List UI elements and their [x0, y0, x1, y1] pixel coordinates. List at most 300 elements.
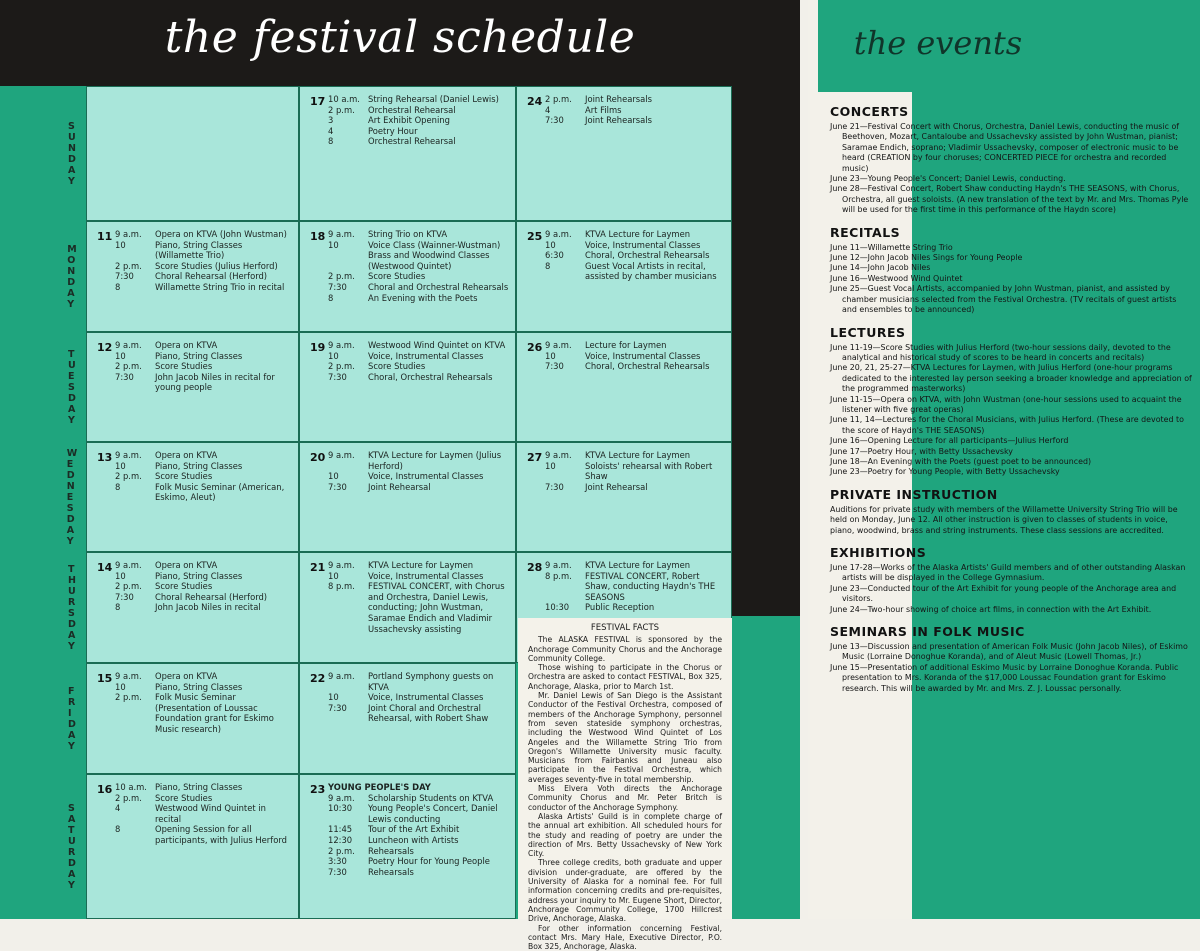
event-row: [115, 782, 292, 793]
event-item: June 14—John Jacob Niles: [830, 263, 1192, 273]
event-row: [115, 461, 292, 472]
event-row: [328, 293, 509, 304]
event-description: Choral and Orchestral Rehearsals: [368, 282, 509, 293]
event-rows: [545, 340, 725, 372]
event-rows: [115, 782, 292, 846]
event-description: Voice, Instrumental Classes: [585, 240, 725, 251]
event-description: Opera on KTVA: [155, 560, 292, 571]
event-time: 7:30: [545, 115, 585, 126]
event-description: Art Exhibit Opening: [368, 115, 509, 126]
event-row: [545, 361, 725, 372]
weekday-text: S A T U R D A Y: [68, 803, 76, 891]
event-row: [545, 482, 725, 493]
event-description: Portland Symphony guests on KTVA: [368, 671, 509, 692]
event-row: [328, 692, 509, 703]
event-time: 2 p.m.: [328, 361, 368, 372]
events-title: the events: [818, 24, 1058, 62]
event-time: 2 p.m.: [328, 846, 368, 857]
event-description: Luncheon with Artists: [368, 835, 509, 846]
event-description: Joint Rehearsal: [585, 482, 725, 493]
event-description: Joint Choral and Orchestral Rehearsal, with Robert Shaw: [368, 703, 509, 724]
event-description: Choral Rehearsal (Herford): [155, 271, 292, 282]
event-section-heading: RECITALS: [830, 225, 1192, 240]
weekday-text: F R I D A Y: [68, 686, 76, 752]
event-row: [115, 581, 292, 592]
event-time: 9 a.m.: [328, 560, 368, 571]
event-description: Folk Music Seminar (American, Eskimo, Aleut): [155, 482, 292, 503]
event-row: [328, 482, 509, 493]
event-description: KTVA Lecture for Laymen: [585, 560, 725, 571]
weekday-text: T H U R S D A Y: [68, 564, 76, 652]
schedule-cell: [516, 221, 732, 332]
event-description: Voice, Instrumental Classes: [368, 571, 509, 582]
event-row: [115, 282, 292, 293]
event-description: Choral Rehearsal (Herford): [155, 592, 292, 603]
events-list: [830, 104, 1192, 694]
event-description: Soloists' rehearsal with Robert Shaw: [585, 461, 725, 482]
event-section-heading: SEMINARS IN FOLK MUSIC: [830, 624, 1192, 639]
schedule-cell: [516, 86, 732, 221]
schedule-cell: [86, 774, 299, 919]
event-item: June 20, 21, 25-27—KTVA Lectures for Laymen, with Julius Herford (one-hour programs dedicated to the interested lay person seeking a broader knowledge and appreciation of the programmed masterworks): [830, 363, 1192, 394]
schedule-cell: [86, 221, 299, 332]
weekday-label: [58, 552, 86, 663]
event-time: 4: [328, 126, 368, 137]
schedule-cell: [299, 332, 516, 442]
event-item: June 23—Conducted tour of the Art Exhibit for young people of the Anchorage area and visitors.: [830, 584, 1192, 605]
facts-paragraph: The ALASKA FESTIVAL is sponsored by the Anchorage Community Chorus and the Anchorage Community College.: [528, 635, 722, 663]
event-description: Score Studies: [368, 361, 509, 372]
day-number: 24: [527, 95, 542, 108]
event-time: 12:30: [328, 835, 368, 846]
weekday-label: [58, 221, 86, 332]
event-section-heading: PRIVATE INSTRUCTION: [830, 487, 1192, 502]
event-description: KTVA Lecture for Laymen: [368, 560, 509, 571]
event-rows: [545, 229, 725, 282]
event-time: 10: [545, 461, 585, 482]
event-time: 9 a.m.: [328, 793, 368, 804]
event-description: KTVA Lecture for Laymen: [585, 450, 725, 461]
day-number: 14: [97, 561, 112, 574]
event-row: [545, 261, 725, 282]
event-description: Piano, String Classes: [155, 782, 292, 793]
event-time: 7:30: [545, 361, 585, 372]
event-row: [115, 340, 292, 351]
event-description: Score Studies: [368, 271, 509, 282]
event-row: [115, 592, 292, 603]
event-description: An Evening with the Poets: [368, 293, 509, 304]
event-row: [115, 682, 292, 693]
day-number: 26: [527, 341, 542, 354]
event-time: 8: [328, 293, 368, 304]
event-time: 10: [328, 240, 368, 272]
event-row: [328, 271, 509, 282]
event-row: [328, 824, 509, 835]
event-row: [545, 94, 725, 105]
event-description: FESTIVAL CONCERT, with Chorus and Orchestra, Daniel Lewis, conducting; John Wustman, Saramae Endich and Vladimir Ussachevsky assisting: [368, 581, 509, 634]
event-rows: [328, 450, 509, 492]
event-row: [545, 351, 725, 362]
event-time: 2 p.m.: [115, 692, 155, 734]
event-description: Scholarship Students on KTVA: [368, 793, 509, 804]
event-row: [328, 671, 509, 692]
event-row: [115, 824, 292, 845]
event-row: [115, 692, 292, 734]
event-rows: [115, 450, 292, 503]
event-rows: [545, 450, 725, 492]
event-row: [328, 571, 509, 582]
event-time: 7:30: [328, 282, 368, 293]
weekday-text: S U N D A Y: [68, 121, 76, 187]
event-time: 2 p.m.: [115, 581, 155, 592]
event-time: 8: [545, 261, 585, 282]
event-time: 8 p.m.: [328, 581, 368, 634]
event-time: 2 p.m.: [115, 793, 155, 804]
event-description: Voice, Instrumental Classes: [368, 471, 509, 482]
schedule-cell: [299, 86, 516, 221]
event-row: [115, 271, 292, 282]
event-time: 10: [115, 682, 155, 693]
event-row: [328, 372, 509, 383]
event-time: 9 a.m.: [328, 450, 368, 471]
event-description: Poetry Hour: [368, 126, 509, 137]
event-time: 7:30: [115, 592, 155, 603]
event-row: [328, 867, 509, 878]
event-item: June 21—Festival Concert with Chorus, Orchestra, Daniel Lewis, conducting the music of Beethoven, Mozart, Cantaloube and Ussachevsky assisted by John Wustman, pianist; Saramae Endich, soprano; Vladimir Ussachevsky, composer of electronic music to be heard (CREATION by four choruses; CONCERTED PIECE for orchestra and recorded music): [830, 122, 1192, 174]
event-time: 10: [115, 351, 155, 362]
event-rows: [328, 94, 509, 147]
event-description: John Jacob Niles in recital: [155, 602, 292, 613]
event-description: Guest Vocal Artists in recital, assisted by chamber musicians: [585, 261, 725, 282]
dark-strip: [732, 86, 800, 616]
event-time: 7:30: [328, 482, 368, 493]
event-description: Orchestral Rehearsal: [368, 136, 509, 147]
event-description: Score Studies: [155, 471, 292, 482]
event-item: June 28—Festival Concert, Robert Shaw conducting Haydn's THE SEASONS, with Chorus, Orchestra, all guest soloists. (A new translation of the text by Mr. and Mrs. Thomas Pyle will be used for the first time in this performance of the Haydn score): [830, 184, 1192, 215]
event-row: [115, 361, 292, 372]
event-description: Voice, Instrumental Classes: [368, 351, 509, 362]
schedule-cell: [86, 552, 299, 663]
event-time: 2 p.m.: [328, 105, 368, 116]
event-row: [545, 461, 725, 482]
weekday-column: [58, 86, 86, 919]
event-row: [328, 361, 509, 372]
event-item: June 11-19—Score Studies with Julius Herford (two-hour sessions daily, devoted to the analytical and historical study of scores to be heard in concerts and recitals): [830, 343, 1192, 364]
event-description: Choral, Orchestral Rehearsals: [368, 372, 509, 383]
event-rows: [328, 560, 509, 634]
weekday-label: [58, 442, 86, 552]
weekday-label: [58, 332, 86, 442]
event-time: 9 a.m.: [328, 229, 368, 240]
event-section-text: Auditions for private study with members of the Willamette University String Trio will be held on Monday, June 12. All other instruction is given to classes of students in voice, piano, woodwind, brass and string instruments. These class sessions are accredited.: [830, 505, 1192, 536]
event-description: Piano, String Classes: [155, 682, 292, 693]
event-row: [545, 250, 725, 261]
event-row: [115, 571, 292, 582]
event-section-heading: EXHIBITIONS: [830, 545, 1192, 560]
event-time: 10: [115, 240, 155, 261]
event-time: 7:30: [328, 867, 368, 878]
event-row: [115, 240, 292, 261]
event-time: 7:30: [545, 482, 585, 493]
event-row: [545, 240, 725, 251]
event-time: 8: [115, 602, 155, 613]
event-rows: [328, 671, 509, 724]
event-section-heading: CONCERTS: [830, 104, 1192, 119]
event-item: June 23—Poetry for Young People, with Betty Ussachevsky: [830, 467, 1192, 477]
event-row: [545, 450, 725, 461]
event-description: Rehearsals: [368, 867, 509, 878]
event-rows: [328, 340, 509, 382]
event-description: Voice, Instrumental Classes: [368, 692, 509, 703]
event-time: 9 a.m.: [545, 450, 585, 461]
event-row: [545, 115, 725, 126]
day-number: 16: [97, 783, 112, 796]
event-description: Opening Session for all participants, with Julius Herford: [155, 824, 292, 845]
month-header-cell: [86, 86, 299, 221]
event-time: 10: [328, 571, 368, 582]
schedule-cell: [299, 774, 516, 919]
event-item: June 16—Westwood Wind Quintet: [830, 274, 1192, 284]
event-description: YOUNG PEOPLE'S DAY: [328, 782, 509, 793]
event-time: 10 a.m.: [115, 782, 155, 793]
schedule-cell: [86, 442, 299, 552]
event-time: 9 a.m.: [115, 229, 155, 240]
event-item: June 12—John Jacob Niles Sings for Young People: [830, 253, 1192, 263]
event-item: June 11—Willamette String Trio: [830, 243, 1192, 253]
event-description: Opera on KTVA (John Wustman): [155, 229, 292, 240]
event-time: 4: [545, 105, 585, 116]
event-row: [115, 351, 292, 362]
weekday-label: [58, 774, 86, 919]
event-row: [328, 240, 509, 272]
event-row: [115, 560, 292, 571]
event-row: [328, 560, 509, 571]
facts-paragraph: Those wishing to participate in the Chorus or Orchestra are asked to contact FESTIVAL, Box 325, Anchorage, Alaska, prior to March 1st.: [528, 663, 722, 691]
event-description: Opera on KTVA: [155, 450, 292, 461]
facts-paragraph: Alaska Artists' Guild is in complete charge of the annual art exhibition. All scheduled hours for the study and reading of poetry are under the direction of Mrs. Betty Ussachevsky of New York City.: [528, 812, 722, 858]
event-description: Voice, Instrumental Classes: [585, 351, 725, 362]
event-description: Piano, String Classes: [155, 351, 292, 362]
event-time: 8: [115, 482, 155, 503]
event-time: 10: [545, 351, 585, 362]
event-description: Piano, String Classes: [155, 571, 292, 582]
event-time: 9 a.m.: [115, 340, 155, 351]
facts-paragraph: Three college credits, both graduate and upper division under-graduate, are offered by the University of Alaska for a nominal fee. For full information concerning credits and pre-requisites, address your inquiry to Mr. Eugene Short, Director, Anchorage Community College, 1700 Hillcrest Drive, Anchorage, Alaska.: [528, 858, 722, 923]
schedule-cell: [299, 442, 516, 552]
event-row: [328, 136, 509, 147]
event-row: [545, 571, 725, 603]
event-description: Joint Rehearsals: [585, 115, 725, 126]
event-time: 10: [115, 571, 155, 582]
event-time: 7:30: [115, 372, 155, 393]
event-time: 2 p.m.: [115, 261, 155, 272]
event-item: June 23—Young People's Concert; Daniel Lewis, conducting.: [830, 174, 1192, 184]
event-description: Westwood Wind Quintet in recital: [155, 803, 292, 824]
event-description: Poetry Hour for Young People: [368, 856, 509, 867]
event-item: June 24—Two-hour showing of choice art films, in connection with the Art Exhibit.: [830, 605, 1192, 615]
event-row: [328, 793, 509, 804]
event-time: 3:30: [328, 856, 368, 867]
event-time: 6:30: [545, 250, 585, 261]
event-description: Choral, Orchestral Rehearsals: [585, 361, 725, 372]
facts-body: [528, 635, 722, 951]
event-time: 8: [115, 282, 155, 293]
event-rows: [328, 782, 509, 877]
event-row: [328, 126, 509, 137]
event-time: 10: [115, 461, 155, 472]
event-row: [328, 782, 509, 793]
event-description: Opera on KTVA: [155, 671, 292, 682]
event-description: Orchestral Rehearsal: [368, 105, 509, 116]
event-item: June 11, 14—Lectures for the Choral Musicians, with Julius Herford. (These are devoted to the score of Haydn's THE SEASONS): [830, 415, 1192, 436]
event-time: 7:30: [328, 372, 368, 383]
event-row: [328, 835, 509, 846]
event-row: [328, 282, 509, 293]
event-time: 8 p.m.: [545, 571, 585, 603]
event-description: Joint Rehearsal: [368, 482, 509, 493]
event-description: String Trio on KTVA: [368, 229, 509, 240]
schedule-cell: [299, 552, 516, 663]
event-row: [328, 703, 509, 724]
event-row: [115, 793, 292, 804]
event-row: [328, 856, 509, 867]
event-row: [328, 471, 509, 482]
event-row: [115, 471, 292, 482]
day-number: 15: [97, 672, 112, 685]
event-time: 10:30: [545, 602, 585, 613]
day-number: 28: [527, 561, 542, 574]
schedule-cell: [86, 663, 299, 774]
event-description: Public Reception: [585, 602, 725, 613]
event-description: Tour of the Art Exhibit: [368, 824, 509, 835]
event-row: [545, 560, 725, 571]
event-row: [328, 229, 509, 240]
event-time: 10 a.m.: [328, 94, 368, 105]
event-row: [115, 229, 292, 240]
schedule-title: the festival schedule: [0, 12, 800, 63]
event-description: Piano, String Classes: [155, 461, 292, 472]
event-row: [545, 229, 725, 240]
event-time: 9 a.m.: [328, 340, 368, 351]
event-description: Score Studies: [155, 793, 292, 804]
day-number: 27: [527, 451, 542, 464]
event-time: 7:30: [328, 703, 368, 724]
day-number: 23: [310, 783, 325, 796]
event-rows: [115, 671, 292, 735]
weekday-text: T U E S D A Y: [68, 349, 76, 426]
event-time: 9 a.m.: [115, 560, 155, 571]
event-description: Folk Music Seminar (Presentation of Loussac Foundation grant for Eskimo Music research): [155, 692, 292, 734]
event-time: 9 a.m.: [545, 229, 585, 240]
event-rows: [115, 229, 292, 293]
event-item: June 18—An Evening with the Poets (guest poet to be announced): [830, 457, 1192, 467]
event-row: [328, 340, 509, 351]
event-time: 8: [328, 136, 368, 147]
event-time: 2 p.m.: [545, 94, 585, 105]
event-description: Choral, Orchestral Rehearsals: [585, 250, 725, 261]
event-description: Willamette String Trio in recital: [155, 282, 292, 293]
event-rows: [545, 94, 725, 126]
day-number: 18: [310, 230, 325, 243]
event-time: 4: [115, 803, 155, 824]
event-description: Young People's Concert, Daniel Lewis conducting: [368, 803, 509, 824]
weekday-label: [58, 663, 86, 774]
event-row: [328, 115, 509, 126]
day-number: 22: [310, 672, 325, 685]
schedule-cell: [86, 332, 299, 442]
schedule-cell: [516, 332, 732, 442]
event-description: Piano, String Classes (Willamette Trio): [155, 240, 292, 261]
event-row: [545, 105, 725, 116]
event-description: Score Studies: [155, 361, 292, 372]
event-item: June 13—Discussion and presentation of American Folk Music (John Jacob Niles), of Eskimo Music (Lorraine Donoghue Koranda), and of Aleut Music (Lowell Thomas, Jr.): [830, 642, 1192, 663]
day-number: 12: [97, 341, 112, 354]
event-row: [328, 105, 509, 116]
event-time: 10: [328, 471, 368, 482]
schedule-cell: [299, 221, 516, 332]
event-description: KTVA Lecture for Laymen (Julius Herford): [368, 450, 509, 471]
event-time: 10: [545, 240, 585, 251]
event-time: 9 a.m.: [545, 560, 585, 571]
event-description: FESTIVAL CONCERT, Robert Shaw, conducting Haydn's THE SEASONS: [585, 571, 725, 603]
event-item: June 17-28—Works of the Alaska Artists' Guild members and of other outstanding Alaskan artists will be displayed in the College Gymnasium.: [830, 563, 1192, 584]
day-number: 21: [310, 561, 325, 574]
schedule-cell: [299, 663, 516, 774]
facts-title: FESTIVAL FACTS: [528, 624, 722, 633]
event-item: June 17—Poetry Hour, with Betty Ussachevsky: [830, 447, 1192, 457]
event-description: String Rehearsal (Daniel Lewis): [368, 94, 509, 105]
event-description: Score Studies (Julius Herford): [155, 261, 292, 272]
event-description: KTVA Lecture for Laymen: [585, 229, 725, 240]
event-section-heading: LECTURES: [830, 325, 1192, 340]
event-time: 9 a.m.: [545, 340, 585, 351]
facts-paragraph: Miss Elvera Voth directs the Anchorage Community Chorus and Mr. Peter Britch is conductor of the Anchorage Symphony.: [528, 784, 722, 812]
facts-paragraph: Mr. Daniel Lewis of San Diego is the Assistant Conductor of the Festival Orchestra, composed of members of the Anchorage Symphony, personnel from seven stateside symphony orchestras, including the Westwood Wind Quintet of Los Angeles and the Willamette String Trio from Oregon's Willamette University music faculty. Musicians from Fairbanks and Juneau also participate in the Festival Orchestra, which averages seventy-five in total membership.: [528, 691, 722, 784]
event-time: 8: [115, 824, 155, 845]
event-row: [115, 671, 292, 682]
fold-margin: [808, 0, 818, 919]
event-row: [328, 351, 509, 362]
event-description: Rehearsals: [368, 846, 509, 857]
event-time: 10: [328, 351, 368, 362]
event-time: 11:45: [328, 824, 368, 835]
event-rows: [545, 560, 725, 613]
event-description: John Jacob Niles in recital for young people: [155, 372, 292, 393]
event-time: 2 p.m.: [115, 471, 155, 482]
event-rows: [115, 560, 292, 613]
facts-paragraph: For other information concerning Festival, contact Mrs. Mary Hale, Executive Director, P.O. Box 325, Anchorage, Alaska.: [528, 924, 722, 951]
event-description: Score Studies: [155, 581, 292, 592]
event-row: [328, 803, 509, 824]
event-time: 7:30: [115, 271, 155, 282]
event-description: Westwood Wind Quintet on KTVA: [368, 340, 509, 351]
event-row: [328, 450, 509, 471]
day-number: 13: [97, 451, 112, 464]
event-item: June 11-15—Opera on KTVA, with John Wustman (one-hour sessions used to acquaint the listener with five great operas): [830, 395, 1192, 416]
day-number: 11: [97, 230, 112, 243]
event-row: [115, 372, 292, 393]
event-time: 2 p.m.: [115, 361, 155, 372]
event-row: [115, 602, 292, 613]
weekday-text: W E D N E S D A Y: [67, 448, 77, 547]
weekday-text: M O N D A Y: [67, 244, 76, 310]
day-number: 17: [310, 95, 325, 108]
event-time: 9 a.m.: [115, 671, 155, 682]
event-row: [115, 261, 292, 272]
festival-facts: [518, 618, 732, 919]
event-rows: [328, 229, 509, 303]
event-rows: [115, 340, 292, 393]
